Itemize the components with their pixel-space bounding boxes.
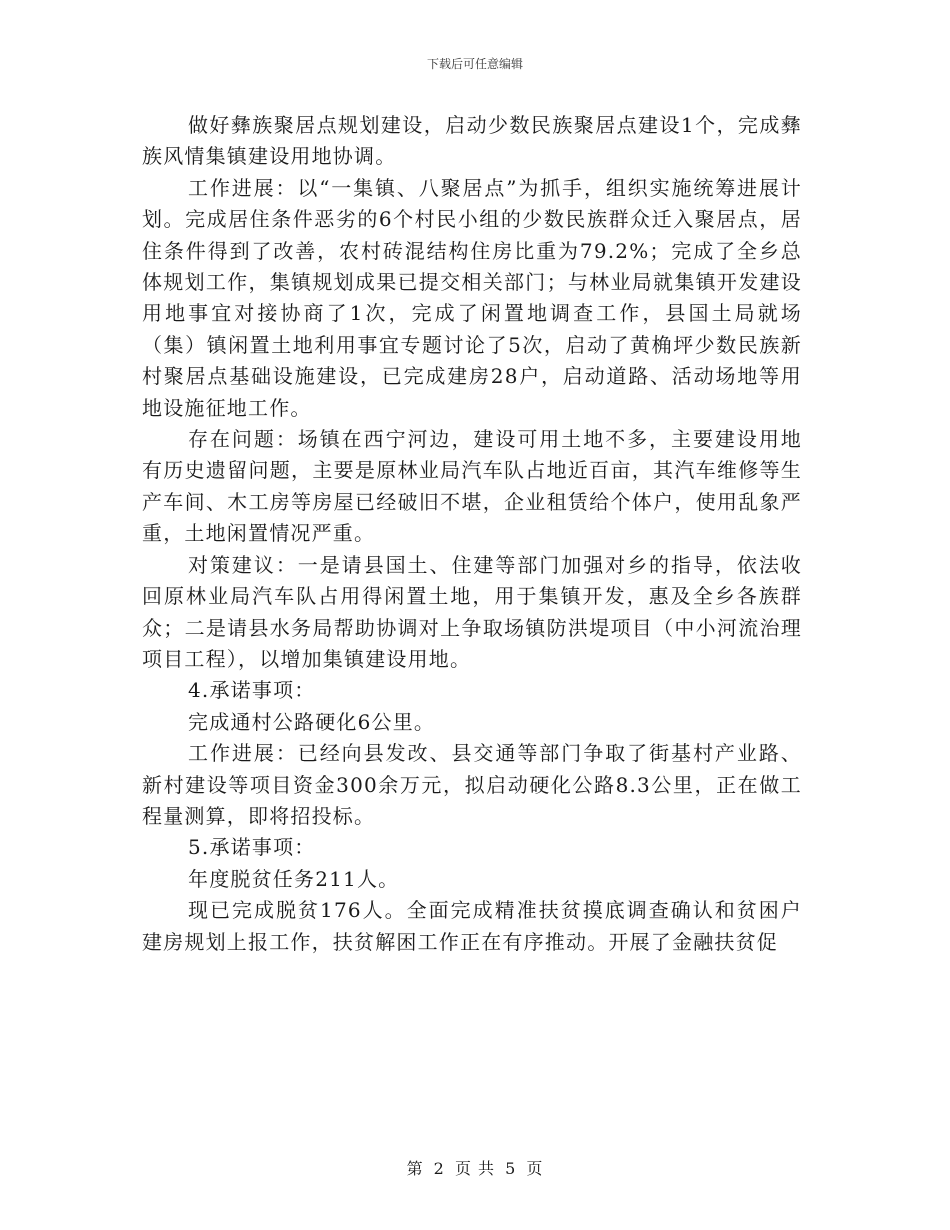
body-paragraph: 对策建议：一是请县国土、住建等部门加强对乡的指导，依法收回原林业局汽车队占用得闲置土地，用于集镇开发，惠及全乡各族群众；二是请县水务局帮助协调对上争取场镇防洪堤项目（中小河流治理项目工程），以增加集镇建设用地。 [142, 552, 802, 671]
body-paragraph: 工作进展：以“一集镇、八聚居点”为抓手，组织实施统筹进展计划。完成居住条件恶劣的6个村民小组的少数民族群众迁入聚居点，居住条件得到了改善，农村砖混结构住房比重为79.2%；完成了全乡总体规划工作，集镇规划成果已提交相关部门；与林业局就集镇开发建设用地事宜对接协商了1次，完成了闲置地调查工作，县国土局就场（集）镇闲置土地利用事宜专题讨论了5次，启动了黄桷坪少数民族新村聚居点基础设施建设，已完成建房28户，启动道路、活动场地等用地设施征地工作。 [142, 175, 802, 420]
body-paragraph: 年度脱贫任务211人。 [188, 866, 400, 891]
footer-current-page: 2 [433, 1159, 445, 1178]
body-paragraph: 现已完成脱贫176人。全面完成精准扶贫摸底调查确认和贫困户建房规划上报工作，扶贫解困工作正在有序推动。开展了金融扶贫促 [142, 898, 802, 954]
page-footer [0, 1156, 950, 1179]
body-paragraph: 工作进展：已经向县发改、县交通等部门争取了街基村产业路、新村建设等项目资金300余万元，拟启动硬化公路8.3公里，正在做工程量测算，即将招投标。 [142, 741, 802, 828]
footer-total-pages: 5 [505, 1159, 517, 1178]
footer-prefix: 第 [406, 1159, 424, 1178]
body-paragraph: 做好彝族聚居点规划建设，启动少数民族聚居点建设1个，完成彝族风情集镇建设用地协调。 [142, 113, 802, 169]
section-heading: 5.承诺事项： [188, 835, 316, 860]
page-header-note: 下载后可任意编辑 [426, 57, 523, 71]
body-paragraph: 存在问题：场镇在西宁河边，建设可用土地不多，主要建设用地有历史遗留问题，主要是原林业局汽车队占地近百亩，其汽车维修等生产车间、木工房等房屋已经破旧不堪，企业租赁给个体户，使用乱象严重，土地闲置情况严重。 [142, 427, 802, 546]
footer-suffix: 页 [526, 1159, 544, 1178]
body-paragraph: 完成通村公路硬化6公里。 [188, 709, 436, 734]
document-body [142, 110, 802, 958]
section-heading: 4.承诺事项： [188, 678, 316, 703]
footer-middle: 页 共 [454, 1159, 496, 1178]
